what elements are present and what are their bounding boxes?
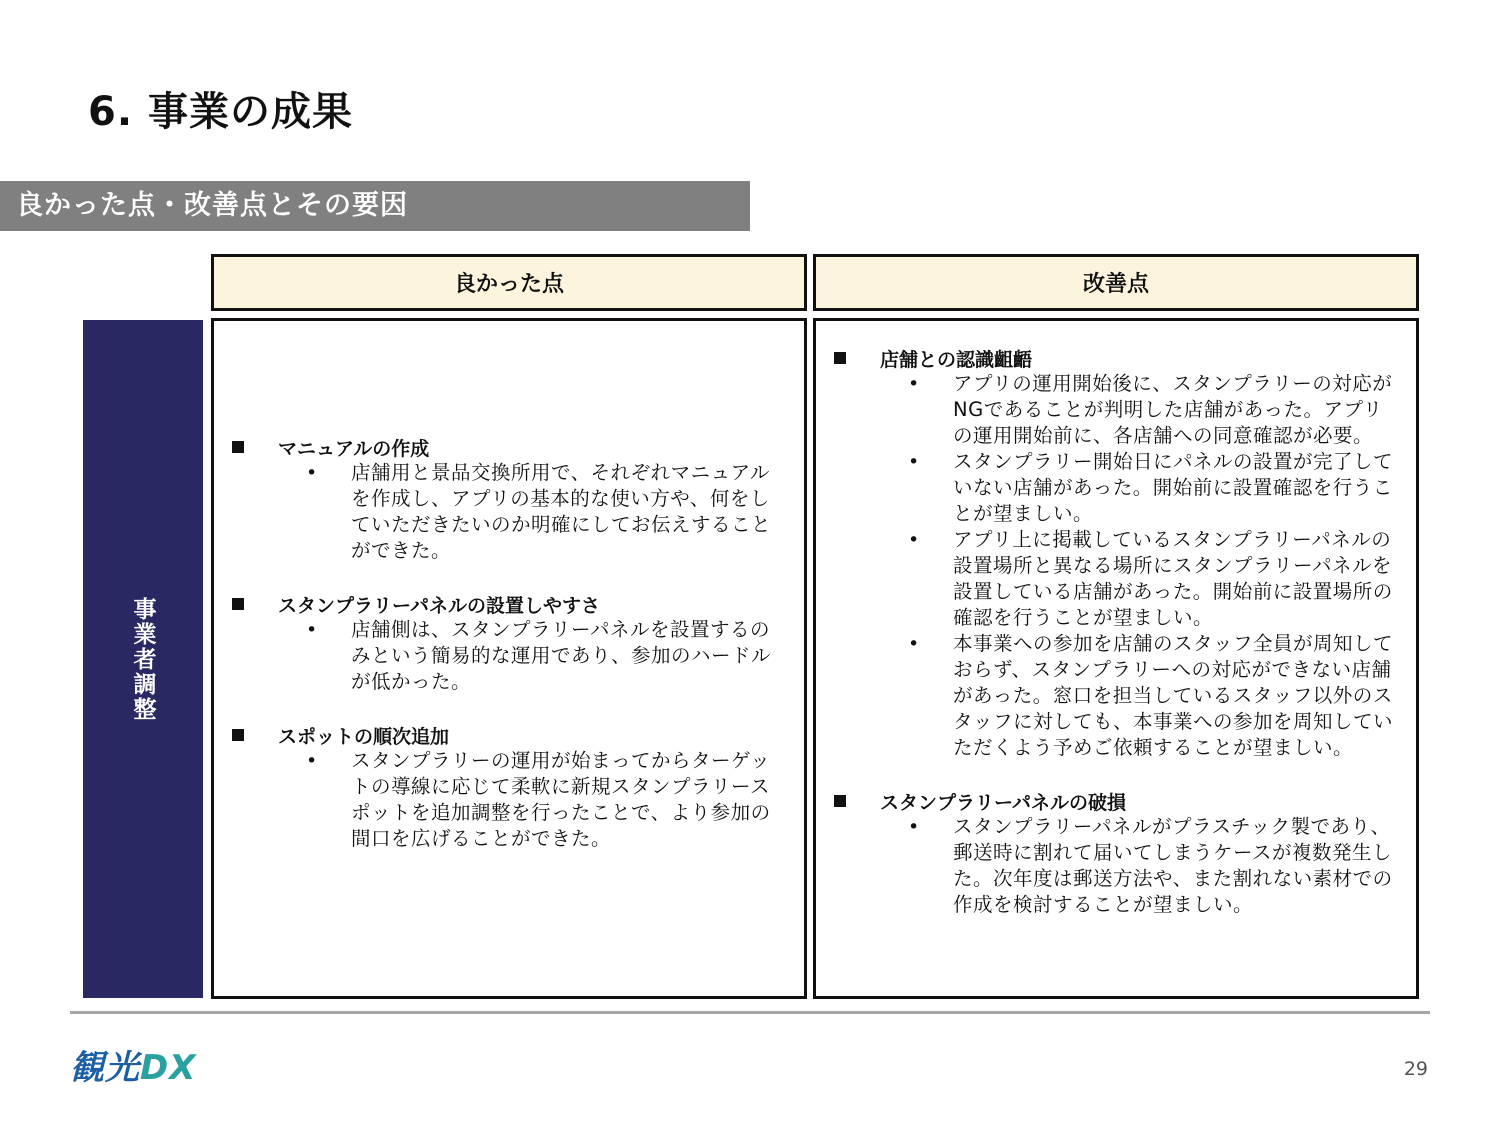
dot-bullet-icon: • — [306, 619, 318, 641]
bullet-row — [214, 460, 804, 564]
dot-bullet-icon: • — [908, 451, 920, 473]
list-item — [816, 788, 1416, 918]
page-title: 6. 事業の成果 — [88, 89, 353, 135]
list-item — [214, 722, 804, 852]
good-points-list — [214, 434, 804, 879]
logo — [70, 1040, 196, 1089]
section-label: 良かった点・改善点とその要因 — [0, 181, 750, 231]
item-title: スタンプラリーパネルの設置しやすさ — [278, 594, 601, 617]
dot-bullet-icon: • — [908, 816, 920, 838]
good-points-cell — [211, 318, 807, 999]
bullet-text: 店舗用と景品交換所用で、それぞれマニュアルを作成し、アプリの基本的な使い方や、何をしていただきたいのか明確にしてお伝えすることができた。 — [351, 461, 772, 562]
bullet-row — [816, 814, 1416, 918]
column-header-good: 良かった点 — [211, 254, 807, 311]
bullet-text: アプリ上に掲載しているスタンプラリーパネルの設置場所と異なる場所にスタンプラリーパネルを設置している店舗があった。開始前に設置場所の確認を行うことが望ましい。 — [953, 528, 1393, 629]
square-bullet-icon — [232, 441, 244, 453]
list-item — [214, 591, 804, 695]
column-header-improve: 改善点 — [813, 254, 1419, 311]
list-item — [214, 434, 804, 564]
square-bullet-icon — [232, 729, 244, 741]
bullet-text: アプリの運用開始後に、スタンプラリーの対応がNGであることが判明した店舗があった。アプリの運用開始前に、各店舗への同意確認が必要。 — [953, 372, 1393, 447]
item-title: スポットの順次追加 — [278, 725, 450, 748]
dot-bullet-icon: • — [908, 373, 920, 395]
item-heading — [214, 722, 804, 748]
bullet-row — [816, 371, 1416, 449]
bullet-row — [816, 527, 1416, 631]
improve-points-list — [816, 345, 1416, 945]
dot-bullet-icon: • — [306, 750, 318, 772]
improve-points-cell — [813, 318, 1419, 999]
page-number: 29 — [1403, 1058, 1428, 1080]
square-bullet-icon — [834, 352, 846, 364]
bullet-row — [816, 631, 1416, 761]
item-title: マニュアルの作成 — [278, 437, 430, 460]
footer-divider — [70, 1011, 1430, 1014]
dot-bullet-icon: • — [306, 462, 318, 484]
logo-dx-text: DX — [140, 1048, 197, 1088]
item-heading — [214, 591, 804, 617]
bullet-text: スタンプラリーの運用が始まってからターゲットの導線に応じて柔軟に新規スタンプラリースポットを追加調整を行ったことで、より参加の間口を広げることができた。 — [351, 749, 771, 850]
dot-bullet-icon: • — [908, 633, 920, 655]
item-heading — [816, 345, 1416, 371]
bullet-text: スタンプラリー開始日にパネルの設置が完了していない店舗があった。開始前に設置確認を行うことが望ましい。 — [953, 450, 1394, 525]
item-title: 店舗との認識齟齬 — [880, 348, 1033, 371]
square-bullet-icon — [232, 598, 244, 610]
bullet-text: 本事業への参加を店舗のスタッフ全員が周知しておらず、スタンプラリーへの対応ができない店舗があった。窓口を担当しているスタッフ以外のスタッフに対しても、本事業への参加を周知していただくよう予めご依頼することが望ましい。 — [953, 632, 1394, 759]
list-item — [816, 345, 1416, 761]
item-heading — [214, 434, 804, 460]
bullet-text: 店舗側は、スタンプラリーパネルを設置するのみという簡易的な運用であり、参加のハードルが低かった。 — [351, 618, 772, 693]
row-label-text: 事業者調整 — [129, 596, 156, 722]
bullet-row — [214, 748, 804, 852]
item-heading — [816, 788, 1416, 814]
bullet-row — [816, 449, 1416, 527]
bullet-row — [214, 617, 804, 695]
bullet-text: スタンプラリーパネルがプラスチック製であり、郵送時に割れて届いてしまうケースが複数発生した。次年度は郵送方法や、また割れない素材での作成を検討することが望ましい。 — [953, 815, 1393, 916]
dot-bullet-icon: • — [908, 529, 920, 551]
logo-main-text: 観光 — [70, 1048, 140, 1088]
row-label — [83, 320, 203, 998]
item-title: スタンプラリーパネルの破損 — [880, 791, 1127, 814]
square-bullet-icon — [834, 795, 846, 807]
